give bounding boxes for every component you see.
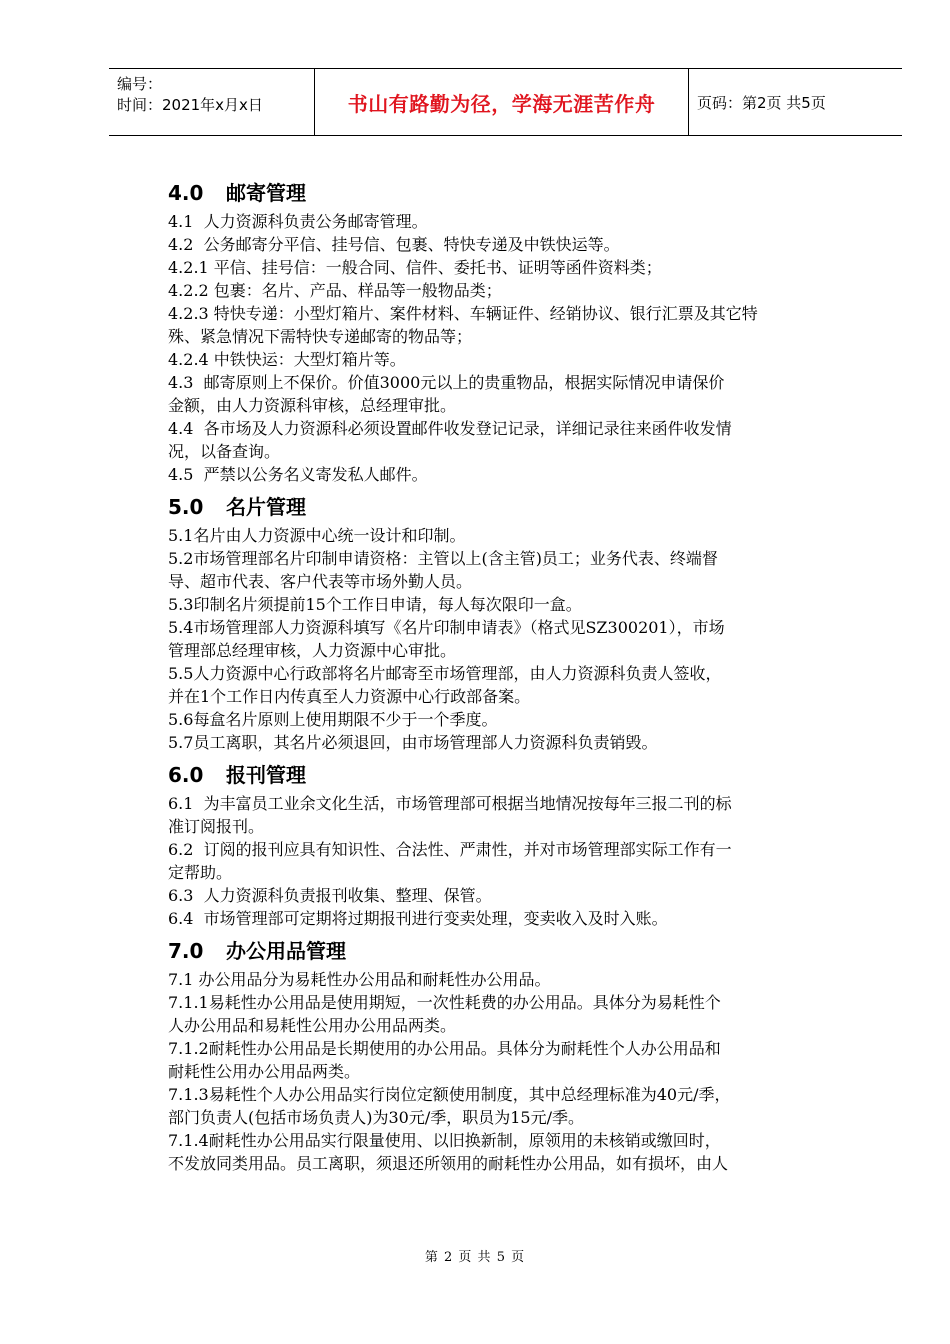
section-heading: [168, 490, 888, 524]
paragraph-line: 4.2.1 平信、挂号信：一般合同、信件、委托书、证明等函件资料类；: [168, 258, 662, 277]
paragraph-line: 7.1.1易耗性办公用品是使用期短，一次性耗费的办公用品。具体分为易耗性个: [168, 993, 721, 1012]
paragraph-line: 4.3 邮寄原则上不保价。价值3000元以上的贵重物品，根据实际情况申请保价: [168, 373, 725, 392]
paragraph-line: 5.6每盒名片原则上使用期限不少于一个季度。: [168, 710, 498, 729]
paragraph-line: 4.2.2 包裹：名片、产品、样品等一般物品类；: [168, 281, 502, 300]
paragraph-line: 6.1 为丰富员工业余文化生活，市场管理部可根据当地情况按每年三报二刊的标: [168, 794, 732, 813]
page-header: [109, 68, 902, 136]
section-number: 5.0: [168, 495, 204, 519]
section-title: 邮寄管理: [226, 181, 306, 205]
paragraph-line: 况，以备查询。: [168, 442, 281, 461]
page-footer: 第 2 页 共 5 页: [424, 1250, 526, 1265]
paragraph-line: 并在1个工作日内传真至人力资源中心行政部备案。: [168, 687, 531, 706]
paragraph-line: 不发放同类用品。员工离职，须退还所领用的耐耗性办公用品，如有损坏，由人: [168, 1154, 729, 1173]
paragraph-line: 5.1名片由人力资源中心统一设计和印制。: [168, 526, 466, 545]
paragraph-line: 5.5人力资源中心行政部将名片邮寄至市场管理部，由人力资源科负责人签收，: [168, 664, 722, 683]
paragraph-line: 4.2.3 特快专递：小型灯箱片、案件材料、车辆证件、经销协议、银行汇票及其它特: [168, 304, 758, 323]
paragraph-line: 定帮助。: [168, 863, 233, 882]
paragraph-line: 5.3印制名片须提前15个工作日申请，每人每次限印一盒。: [168, 595, 582, 614]
paragraph-line: 殊、紧急情况下需特快专递邮寄的物品等；: [168, 327, 473, 346]
paragraph-line: 部门负责人(包括市场负责人)为30元/季，职员为15元/季。: [168, 1108, 584, 1127]
paragraph-line: 耐耗性公用办公用品两类。: [168, 1062, 361, 1081]
section-title: 报刊管理: [226, 763, 306, 787]
paragraph-line: 5.2市场管理部名片印制申请资格：主管以上(含主管)员工；业务代表、终端督: [168, 549, 718, 568]
paragraph-line: 7.1.3易耗性个人办公用品实行岗位定额使用制度，其中总经理标准为40元/季，: [168, 1085, 731, 1104]
paragraph-line: 6.2 订阅的报刊应具有知识性、合法性、严肃性，并对市场管理部实际工作有一: [168, 840, 732, 859]
header-page-cell: [689, 69, 902, 135]
page-info: 页码：第2页 共5页: [697, 93, 826, 112]
doc-number: 编号：: [117, 75, 163, 93]
header-motto-cell: [315, 69, 689, 135]
section-heading: [168, 176, 888, 210]
paragraph-line: 金额，由人力资源科审核，总经理审批。: [168, 396, 457, 415]
motto-text: 书山有路勤为径，学海无涯苦作舟: [347, 91, 656, 116]
document-body: [168, 176, 888, 1175]
paragraph-line: 4.2.4 中铁快运：大型灯箱片等。: [168, 350, 406, 369]
doc-time: 时间：2021年x月x日: [117, 96, 263, 114]
paragraph-line: 4.4 各市场及人力资源科必须设置邮件收发登记记录，详细记录往来函件收发情: [168, 419, 732, 438]
header-meta: [109, 69, 315, 135]
paragraph-line: 5.7员工离职，其名片必须退回，由市场管理部人力资源科负责销毁。: [168, 733, 658, 752]
section-number: 6.0: [168, 763, 204, 787]
paragraph-line: 4.5 严禁以公务名义寄发私人邮件。: [168, 465, 428, 484]
paragraph-line: 准订阅报刊。: [168, 817, 265, 836]
section-number: 7.0: [168, 939, 204, 963]
paragraph-line: 管理部总经理审核，人力资源中心审批。: [168, 641, 457, 660]
paragraph-line: 6.4 市场管理部可定期将过期报刊进行变卖处理，变卖收入及时入账。: [168, 909, 668, 928]
paragraph-line: 7.1 办公用品分为易耗性办公用品和耐耗性办公用品。: [168, 970, 551, 989]
section-title: 名片管理: [226, 495, 306, 519]
paragraph-line: 7.1.4耐耗性办公用品实行限量使用、以旧换新制，原领用的未核销或缴回时，: [168, 1131, 721, 1150]
paragraph-line: 7.1.2耐耗性办公用品是长期使用的办公用品。具体分为耐耗性个人办公用品和: [168, 1039, 721, 1058]
paragraph-line: 4.2 公务邮寄分平信、挂号信、包裹、特快专递及中铁快运等。: [168, 235, 620, 254]
paragraph-line: 人办公用品和易耗性公用办公用品两类。: [168, 1016, 457, 1035]
paragraph-line: 导、超市代表、客户代表等市场外勤人员。: [168, 572, 473, 591]
section-title: 办公用品管理: [226, 939, 346, 963]
paragraph-line: 6.3 人力资源科负责报刊收集、整理、保管。: [168, 886, 492, 905]
section-heading: [168, 934, 888, 968]
paragraph-line: 5.4市场管理部人力资源科填写《名片印制申请表》（格式见SZ300201），市场: [168, 618, 725, 637]
section-heading: [168, 758, 888, 792]
paragraph-line: 4.1 人力资源科负责公务邮寄管理。: [168, 212, 428, 231]
section-number: 4.0: [168, 181, 204, 205]
